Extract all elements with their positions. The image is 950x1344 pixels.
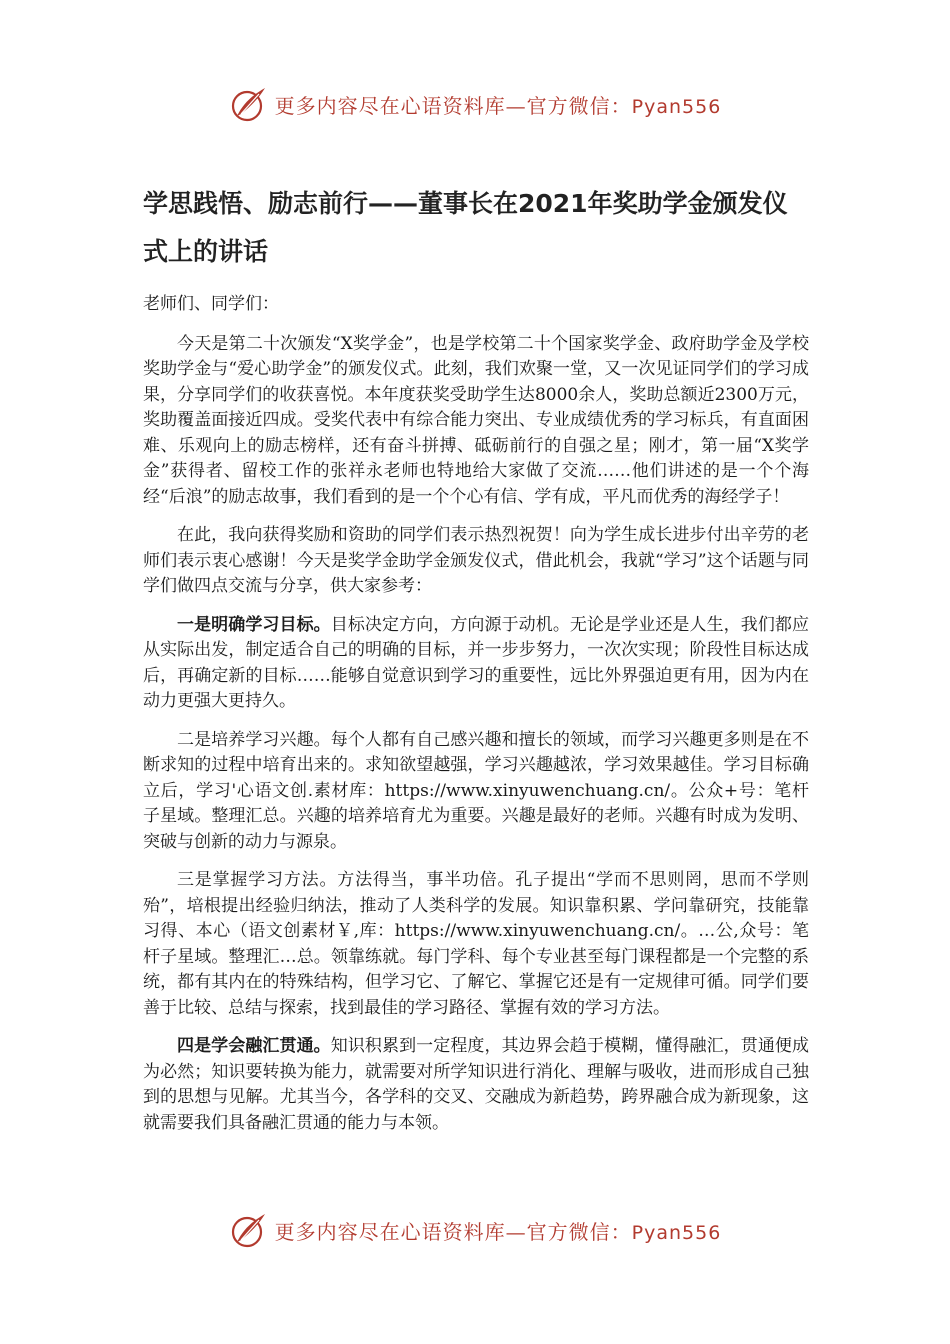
banner-wechat-id: Pyan556 xyxy=(631,1221,722,1244)
paragraph-6 xyxy=(143,1034,809,1136)
paragraph-3-lead: 一是明确学习目标。 xyxy=(177,614,331,635)
salutation: 老师们、同学们： xyxy=(143,294,279,314)
paragraph-6-lead: 四是学会融汇贯通。 xyxy=(177,1036,331,1056)
document-title: 学思践悟、励志前行——董事长在2021年奖助学金颁发仪式上的讲话 xyxy=(143,189,788,266)
banner-text xyxy=(275,90,722,119)
quill-logo-icon xyxy=(229,1210,269,1250)
document-body xyxy=(143,180,809,1149)
paragraph-4: 二是培养学习兴趣。每个人都有自己感兴趣和擅长的领域，而学习兴趣更多则是在不断求知的过程中培育出来的。求知欲望越强，学习兴趣越浓，学习效果越佳。学习目标确立后，学习'心语文创.素材库：https://www.xinyuwenchuang.cn/。公众+号：笔杆子星域。整理汇总。兴趣的培养培育尤为重要。兴趣是最好的老师。兴趣有时成为发明、突破与创新的动力与源泉。 xyxy=(143,729,809,852)
banner-label: 更多内容尽在心语资料库—官方微信： xyxy=(274,93,632,118)
footer-banner xyxy=(0,1210,950,1250)
banner-label: 更多内容尽在心语资料库—官方微信： xyxy=(274,1219,632,1244)
paragraph-2: 在此，我向获得奖励和资助的同学们表示热烈祝贺！向为学生成长进步付出辛劳的老师们表示衷心感谢！今天是奖学金助学金颁发仪式，借此机会，我就“学习”这个话题与同学们做四点交流与分享，供大家参考： xyxy=(143,525,809,596)
banner-text xyxy=(275,1216,722,1245)
quill-logo-icon xyxy=(229,84,269,124)
banner-wechat-id: Pyan556 xyxy=(631,95,722,118)
paragraph-1: 今天是第二十次颁发“X奖学金”，也是学校第二十个国家奖学金、政府助学金及学校奖助学金与“爱心助学金”的颁发仪式。此刻，我们欢聚一堂，又一次见证同学们的学习成果，分享同学们的收获喜悦。本年度获奖受助学生达8000余人，奖助总额近2300万元，奖助覆盖面接近四成。受奖代表中有综合能力突出、专业成绩优秀的学习标兵，有直面困难、乐观向上的励志榜样，还有奋斗拼搏、砥砺前行的自强之星；刚才，第一届“X奖学金”获得者、留校工作的张祥永老师也特地给大家做了交流……他们讲述的是一个个海经“后浪”的励志故事，我们看到的是一个个心有信、学有成，平凡而优秀的海经学子！ xyxy=(143,333,809,507)
paragraph-6-text: 知识积累到一定程度，其边界会趋于模糊，懂得融汇，贯通便成为必然；知识要转换为能力，就需要对所学知识进行消化、理解与吸收，进而形成自己独到的思想与见解。尤其当今，各学科的交叉、交融成为新趋势，跨界融合成为新现象，这就需要我们具备融汇贯通的能力与本领。 xyxy=(143,1036,809,1133)
paragraph-3-text: 目标决定方向，方向源于动机。无论是学业还是人生，我们都应从实际出发，制定适合自己的明确的目标，并一步步努力，一次次实现；阶段性目标达成后，再确定新的目标……能够自觉意识到学习的重要性，远比外界强迫更有用，因为内在动力更强大更持久。 xyxy=(143,614,809,711)
paragraph-3 xyxy=(143,613,809,715)
header-banner xyxy=(0,84,950,124)
paragraph-5: 三是掌握学习方法。方法得当，事半功倍。孔子提出“学而不思则罔，思而不学则殆”，培根提出经验归纳法，推动了人类科学的发展。知识靠积累、学问靠研究，技能靠习得、本心（语文创素材￥,库：https://www.xinyuwenchuang.cn/。…公,众号：笔杆子星域。整理汇…总。领靠练就。每门学科、每个专业甚至每门课程都是一个完整的系统，都有其内在的特殊结构，但学习它、了解它、掌握它还是有一定规律可循。同学们要善于比较、总结与探索，找到最佳的学习路径、掌握有效的学习方法。 xyxy=(143,870,809,1018)
